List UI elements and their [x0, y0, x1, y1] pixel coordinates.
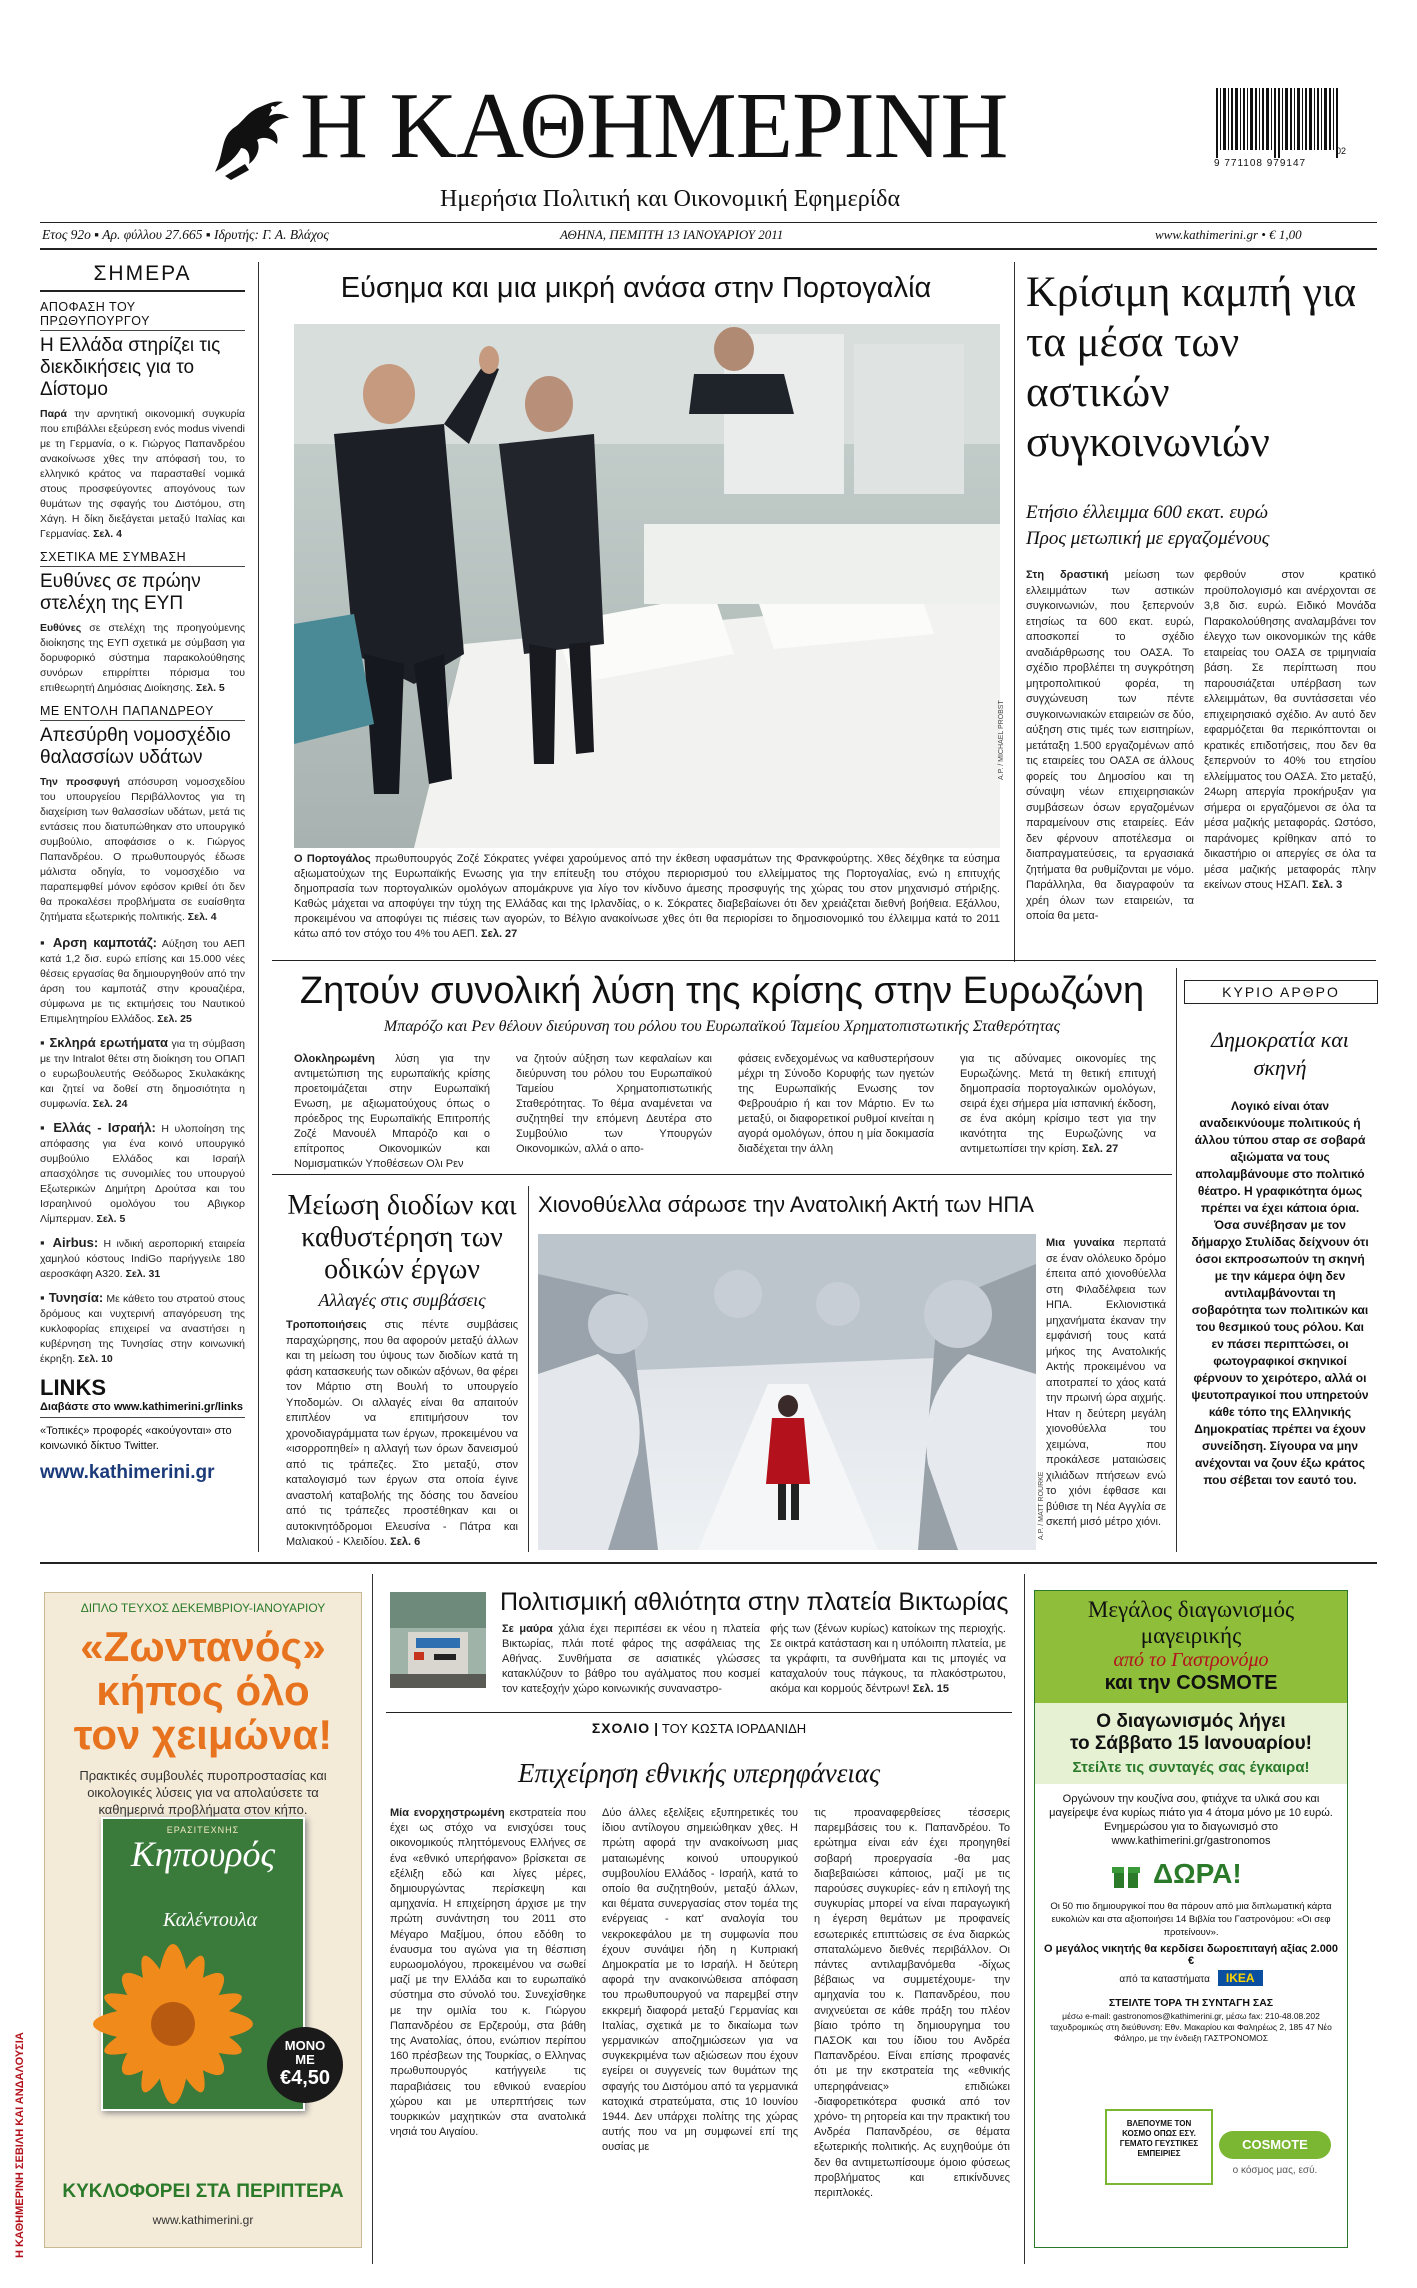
- sidebar-story-2: [40, 550, 245, 696]
- transport-headline[interactable]: Κρίσιμη καμπή για τα μέσα των αστικών συγκοινωνιών: [1026, 269, 1357, 466]
- price-badge: [267, 2027, 343, 2103]
- transport-subhead-2: Προς μετωπική με εργαζομένους: [1026, 528, 1270, 549]
- cosmote-logo-text: COSMOTE: [1242, 2137, 1308, 2152]
- sidebar-kicker: ΑΠΟΦΑΣΗ ΤΟΥ ΠΡΩΘΥΠΟΥΡΓΟΥ: [40, 300, 245, 331]
- price-line-2: ΜΕ: [295, 2052, 315, 2067]
- transport-text-col2: φερθούν στον κρατικό προϋπολογισμό και ανέρχονται σε 3,8 δισ. ευρώ. Ειδικό Μονάδα Παρακολούθησης αναλαμβάνει τον έλεγχο των οικονομικών της κάθε εταιρείας του ΟΑΣΑ σε τριμηνιαία βάση. Σε περίπτωση που παρουσιάζεται υπέρβαση των ελλειμμάτων, θα συντάσσεται νέο επιχειρησιακό σχέδιο. Αν αυτό δεν εφαρμόζεται θα περικόπτονται οι κρατικές επιδοτήσεις, που δεν θα ξεπερνούν το 40% του ετησίου ελλείμματος του ΟΑΣΑ. Στο μεταξύ, 24ωρη απεργία προκήρυξαν για σήμερα οι εργαζόμενοι σε όλα τα μέσα μαζικής μεταφοράς. Ωστόσο, παράνομες κρίθηκαν από το δικαστήριο οι απεργίες σε όλα τα μέσα μαζικής μεταφοράς πλην εκείνων στους ΗΣΑΠ. Σελ. 3: [1204, 569, 1376, 891]
- comment-author: ΤΟΥ ΚΩΣΤΑ ΙΟΡΔΑΝΙΔΗ: [661, 1721, 807, 1736]
- promo-title-1: «Ζωντανός»: [80, 1623, 326, 1670]
- griffin-logo-icon: [205, 92, 293, 184]
- comment-text-col3: τις προαναφερθείσες τέσσερις παρεμβάσεις του κ. Παπανδρέου. Το ερώτημα είναι εάν έχει προηγηθεί σοβαρή προεργασία -θα μας διαβεβαιώσει κάποιος, μαζί με τις παρούσες συγκυρίες- εάν η επιλογή της συγκυρίας μπορεί να είναι παραγωγική η έγερση θεμάτων με προφανείς εσωτερικές επιπτώσεις σε ένα διαρκώς σπαταλώμενο διεθνές περιβάλλον. Οι πάντες αντιλαμβανόμεθα -δίχως βέβαιως να συμμετέχουμε- την αμηχανία του κ. Παπανδρέου, που ανιχνεύεται σε κάθε πράξη του πλέον βίαιο τρόπο τη δημιουργημα του ΠΑΣΟΚ και του ίδιου του Ανδρέα Παπανδρέου. Είναι επίσης προφανές ότι με την εκστρατεία της «εθνικής υπερηφάνειας» επιδιώκει -διαφορετικότερα φυσικά από τον χρόνο- τη ρητορεία και την πρακτική του Ανδρέα Παπανδρέου, σε θέματα εξωτερικής πολιτικής. Ας ευχηθούμε ότι δεν θα αντιμετωπίσουμε όμοιο φύσεως προβλήματος και επικίνδυνες περιπλοκές.: [814, 1807, 1010, 2200]
- culture-text-col2: φής των (ξένων κυρίως) κατοίκων της περιοχής. Σε οικτρά κατάσταση και η υπόλοιπη πλατεία, με τα γκράφιτι, τα συνθήματα και τις μπογιές να καταχαλούν τους πάγκους, τα πλακόστρωτου, ακόμα και κορμούς δέντρων! Σελ. 15: [770, 1623, 1006, 1695]
- lead-divider: [1014, 262, 1015, 962]
- issue-info: Ετος 92ο ▪ Αρ. φύλλου 27.665 ▪ Ιδρυτής: Γ. Α. Βλάχος: [42, 227, 329, 242]
- tolls-headline[interactable]: Μείωση διοδίων και καθυστέρηση των οδικών έργων: [287, 1190, 517, 1285]
- masthead-rule: [40, 222, 1377, 223]
- culture-headline[interactable]: Πολιτισμική αθλιότητα στην πλατεία Βικτωρίας: [500, 1588, 1009, 1616]
- barcode-issue: 02: [1336, 146, 1347, 156]
- topics-text: «Τοπικές» προφορές «ακούγονται» στο κοινωνικό δίκτυο Twitter.: [40, 1425, 232, 1452]
- price-line-3: €4,50: [279, 2067, 331, 2089]
- ikea-logo: IKEA: [1218, 1970, 1263, 1986]
- sidebar-story-1: [40, 300, 245, 542]
- snow-text: Μια γυναίκα περπατά σε έναν ολόλευκο δρόμο έπειτα από χιονοθύελλα στη Φιλαδέλφεια των ΗΠΑ. Εκλιονιστικά μηχανήματα έκαναν την εμφάνισή τους κατά μήκος της Ανατολικής Ακτής προκειμένου να αποτραπεί το χάος κατά την πρωινή ώρα αιχμής. Ηταν η δεύτερη μεγάλη χιονοθύελλα του χειμώνα, που προκάλεσε ματαιώσεις χιλιάδων πτήσεων ενώ το χιόνι έφθασε και βύθισε τη Νέα Αγγλία σε σκεπή μισό μέτρο χιόνι.: [1046, 1237, 1166, 1528]
- rule-comment: [386, 1712, 1012, 1713]
- contest-gift-text-2: Ο μεγάλος νικητής θα κερδίσει δωροεπιταγή αξίας 2.000 €: [1043, 1943, 1339, 1967]
- promo-text: Πρακτικές συμβουλές πυροπροστασίας και οικολογικές λύσεις για να απολαύσετε τα καθημερινά προβλήματα στον κήπο.: [79, 1768, 327, 1817]
- euro-subhead: Μπαρόζο και Ρεν θέλουν διεύρυνση του ρόλου του Ευρωπαϊκού Ταμείου Χρηματοπιστωτικής Σταθερότητας: [383, 1018, 1061, 1035]
- editorial-text: Λογικό είναι όταν αναδεικνύουμε πολιτικούς ή άλλου τύπου σταρ σε σοβαρά αξιώματα να τους απολαμβάνουμε στο πολιτικό θέατρο. Η γραφικότητα όμως πρέπει να έχει κάποια όρια. Όσα συνέβησαν με τον δήμαρχο Στυλίδας δείχνουν ότι όσοι εκπροσωπούν τη σκηνή με την κάμερα όψη δεν αντιλαμβάνονται τη σοβαρότητα των πολιτικών και του θεσμικού τους ρόλου. Και εν πάσει περιπτώσει, οι φωτογραφικοί σκηνικοί φέρνουν το χειρότερο, αλλά οι ψευτοπραγικοί που υπηρετούν κάθε τόπο της Ελληνικής Δημοκρατίας πρέπει να έχουν συνείδηση. Σίγουρα να μην ανέχονται να ζουν έξω κράτος που σέβεται τον εαυτό του.: [1191, 1099, 1369, 1487]
- masthead-rule-bottom: [40, 248, 1377, 250]
- contest-banner-3: Στείλτε τις συνταγές σας έγκαιρα!: [1072, 1759, 1310, 1776]
- contest-gift: ΔΩΡΑ!: [1153, 1858, 1242, 1889]
- cosmote-logo: [1219, 2131, 1331, 2159]
- culture-text-col1: Σε μαύρα χάλια έχει περιπέσει εκ νέου η πλατεία Βικτωρίας, πλάι ποτέ φάρος της ασφάλειας της Αθήνας. Συνθήματα σε ασιατικές γλώσσες κατακλύζουν το βάθρο του αγάλματος που κοσμεί τον κατεξοχήν χώρο κοινωνικής συναναστρο-: [502, 1623, 760, 1695]
- links-text[interactable]: Διαβάστε στο www.kathimerini.gr/links: [40, 1401, 245, 1418]
- culture-photo: [390, 1592, 486, 1688]
- cosmote-slogan: ο κόσμος μας, εσύ.: [1232, 2165, 1318, 2176]
- comment-byline: [386, 1720, 1012, 1736]
- sidebar-bullet: ▪ Ελλάς - Ισραήλ: Η υλοποίηση της απόφασης για ένα κοινό υπουργικό συμβούλιο Ελλάδος και Ισραήλ απασχόλησε τις συνομιλίες του υπουργού Εξωτερικών Δημήτρη Δρούτσα και του Ισραηλινού ομολόγου του Αβιγκορ Λίμπερμαν. Σελ. 5: [40, 1120, 245, 1225]
- sidebar-bullet: ▪ Τυνησία: Με κάθετο του στρατού στους δρόμους και νυχτερινή απαγόρευση της κυκλοφορίας επιχειρεί να αναστήσει η κυβέρνηση της Τυνησίας στην κοινωνική έκρηξη. Σελ. 10: [40, 1290, 245, 1365]
- comment-kicker: ΣΧΟΛΙΟ: [591, 1720, 651, 1736]
- comment-text-col1: Μία ενορχηστρωμένη εκστρατεία που έχει ως στόχο να ενισχύσει τους οικονομικούς πληττόμενους Ελλήνες σε ένα «εθνικό υπερήφανο» βρίσκεται σε εξέλιξη εδώ και λίγες μέρες, δημιουργώντας περίσκεψη και αμηχανία. Η επιχείρηση άρχισε με την πρώτη συνάντηση του 2011 στο Μέγαρο Μαξίμου, όπου εδόθη το έναυσμα του αγώνα για τη θέσπιση ευρωομολόγου, προκειμένου να σωθεί μαζί με την Ελλάδα και το ευρωπαϊκό σύστημα στο σύνολό του. Συνεχίσθηκε με την ομιλία του κ. Γιώργου Παπανδρέου σε Ερζερούμ, στα βάθη της Ανατολίας, όπου, ενώπιον περίπου 160 πρέσβεων της Τουρκίας, ο Ελληνας πρωθυπουργός κατήγγειλε τις παραβιάσεις του εθνικού εναερίου χώρου και με υπερπτήσεις των τουρκικών μαχητικών στα ανατολικά νησιά του Αιγαίου.: [390, 1807, 586, 2139]
- links-title: LINKS: [40, 1375, 106, 1400]
- sidebar-text: Ευθύνες σε στελέχη της προηγούμενης διοίκησης της ΕΥΠ σχετικά με σύμβαση για δορυφορικό σύστημα παρακολούθησης συνόρων επιρρίπτει πόρισμα του επιθεωρητή Δημόσιας Διοίκησης. Σελ. 5: [40, 622, 245, 694]
- tolls-divider: [528, 1186, 529, 1552]
- sidebar-bullet: ▪ Αρση καμποτάζ: Αύξηση του ΑΕΠ κατά 1,2 δισ. ευρώ επίσης και 15.000 νέες θέσεις εργασίας θα δημιουργηθούν από την άρση του καμποτάζ στην κρουαζιέρα, σύμφωνα με τις εκτιμήσεις του Ναυτικού Επιμελητηρίου Ελλάδος. Σελ. 25: [40, 935, 245, 1025]
- lead-photo-credit: A.P. / MICHAEL PROBST: [998, 700, 1005, 780]
- contest-title-3: και την COSMOTE: [1104, 1672, 1278, 1694]
- gift-icon: [1111, 1860, 1141, 1890]
- sidebar-bullet: ▪ Airbus: Η ινδική αεροπορική εταιρεία χαμηλού κόστους IndiGo παρήγγειλε 180 αεροσκάφη Α320. Σελ. 31: [40, 1235, 245, 1280]
- euro-headline[interactable]: Ζητούν συνολική λύση της κρίσης στην Ευρωζώνη: [299, 970, 1145, 1012]
- editorial-kicker: ΚΥΡΙΟ ΑΡΘΡΟ: [1184, 980, 1378, 1004]
- rule-bottom-section: [40, 1562, 1377, 1564]
- price-line-1: ΜΟΝΟ: [284, 2038, 326, 2053]
- cosmote-box: [1105, 2109, 1213, 2185]
- sidebar: [40, 262, 245, 1552]
- promo-site: www.kathimerini.gr: [152, 2213, 254, 2227]
- issue-date: ΑΘΗΝΑ, ΠΕΜΠΤΗ 13 ΙΑΝΟΥΑΡΙΟΥ 2011: [560, 227, 784, 242]
- sidebar-kicker: ΜΕ ΕΝΤΟΛΗ ΠΑΠΑΝΔΡΕΟΥ: [40, 704, 245, 721]
- promo-gardening[interactable]: [44, 1592, 362, 2248]
- euro-text-col1: Ολοκληρωμένη λύση για την αντιμετώπιση της ευρωπαϊκής κρίσης προετοιμάζεται στην Ευρωπαϊκή Ενωση, με αξιωματούχους όπως ο πρόεδρος της Ευρωπαϊκής Επιτροπής Ζοζέ Μανουέλ Μπαρόζο και ο επίτροπος Οικονομικών και Νομισματικών Υποθέσεων Ολι Ρεν: [294, 1053, 490, 1170]
- spine-text: Η ΚΑΘΗΜΕΡΙΝΗ ΣΕΒΙΛΗ ΚΑΙ ΑΝΔΑΛΟΥΣΙΑ: [14, 2032, 26, 2258]
- barcode-number: 9 771108 979147: [1214, 158, 1307, 169]
- cosmote-text: ΒΛΕΠΟΥΜΕ ΤΟΝ ΚΟΣΜΟ ΟΠΩΣ ΕΣΥ. ΓΕΜΑΤΟ ΓΕΥΣΤΙΚΕΣ ΕΜΠΕΙΡΙΕΣ: [1119, 2119, 1199, 2158]
- promo-title-2: κήπος όλο: [96, 1667, 310, 1714]
- transport-subhead-1: Ετήσιο έλλειμμα 600 εκατ. ευρώ: [1026, 502, 1268, 523]
- comment-headline[interactable]: Επιχείρηση εθνικής υπερηφάνειας: [517, 1758, 881, 1788]
- editorial-divider: [1176, 968, 1177, 1552]
- sidebar-headline[interactable]: Ευθύνες σε πρώην στελέχη της ΕΥΠ: [40, 571, 201, 614]
- euro-text-col4: για τις αδύναμες οικονομίες της Ευρωζώνης. Μετά τη θετική επιτυχή δημοπρασία πορτογαλικών ομολόγων, σειρά έχει σήμερα μία ισπανική έκδοση, σε ένα ακόμη κρίσιμο τεστ για την ικανότητα της Ευρωζώνης να αντιμετωπίσει την κρίση. Σελ. 27: [960, 1053, 1156, 1155]
- sidebar-headline[interactable]: Απεσύρθη νομοσχέδιο θαλασσίων υδάτων: [40, 725, 231, 768]
- contest-title-2: από το Γαστρονόμο: [1113, 1649, 1269, 1671]
- barcode: [1214, 88, 1346, 172]
- magazine-small-title: ΕΡΑΣΙΤΕΧΝΗΣ: [166, 1825, 240, 1835]
- comment-separator: |: [654, 1720, 662, 1736]
- sidebar-text: Την προσφυγή απόσυρση νομοσχεδίου του υπουργείου Περιβάλλοντος για τη διαχείριση των θαλασσίων υδάτων, μετά τις εντάσεις που διατυπώθηκαν στο υπουργικό συμβούλιο, αποφάσισε ο κ. Γιώργος Παπανδρέου. Ο πρωθυπουργός έδωσε μάλιστα οδηγία, το νομοσχέδιο να παραπεμφθεί μόνον εφόσον κριθεί ότι δεν θα προκαλέσει προβλήματα σε ευαίσθητα ζητήματα εξωτερικής πολιτικής. Σελ. 4: [40, 776, 245, 923]
- editorial-headline[interactable]: Δημοκρατία και σκηνή: [1211, 1027, 1349, 1080]
- sidebar-title: ΣΗΜΕΡΑ: [40, 262, 245, 292]
- masthead-subtitle: Ημερήσια Πολιτική και Οικονομική Εφημερίδα: [440, 186, 901, 212]
- snow-headline[interactable]: Χιονοθύελλα σάρωσε την Ανατολική Ακτή των ΗΠΑ: [538, 1192, 1034, 1217]
- contest-gift-text-3: από τα καταστήματα: [1119, 1974, 1210, 1985]
- tolls-subhead: Αλλαγές στις συμβάσεις: [318, 1290, 486, 1310]
- contest-send-title: ΣΤΕΙΛΤΕ ΤΟΡΑ ΤΗ ΣΥΝΤΑΓΗ ΣΑΣ: [1108, 1997, 1274, 2009]
- sidebar-bullet: ▪ Σκληρά ερωτήματα για τη σύμβαση με την Intralot θέτει στη διοίκηση του ΟΠΑΠ ο ευρωβουλευτής Θεόδωρος Σκυλακάκης και ζητεί να δοθεί στη δημοσιότητα η συμφωνία. Σελ. 24: [40, 1035, 245, 1110]
- sidebar-text: Παρά την αρνητική οικονομική συγκυρία που επιβάλλει εξεύρεση ενός modus vivendi με τη Γερμανία, ο κ. Γιώργος Παπανδρέου ανακοίνωσε χθες την απόφασή του, το ελληνικό κράτος να παρασταθεί νομικά στους προσφεύγοντες απογόνους των θυμάτων της σφαγής του Διστόμου, στη Χάγη. Η δίκη διεξάγεται μεταξύ Ιταλίας και Γερμανίας. Σελ. 4: [40, 408, 245, 540]
- comment-text-col2: Δύο άλλες εξελίξεις εξυπηρετικές του ίδιου αντίλογου σημειώθηκαν χθες. Η πρώτη αφορά την ανακοίνωση μιας ματαιωμένης κοινού υπουργικού συμβουλίου Ελλάδος - Ισραήλ, κατά το οποίο θα συζητηθούν, μεταξύ άλλων, και θέματα συνεργασίας στον τομέα της ενέργειας - κατ' αναλογία του νεκροκεφάλου με τη συμφωνία που έχουν συνάψει ήδη η Κυπριακή Δημοκρατία με το Ισραήλ. Η δεύτερη αφορά την ανακοινώθεισα απόφαση του πρωθυπουργού να παρεμβεί στην εκκρεμή διαφορά μεταξύ Γερμανίας και Ιταλίας, σχετικά με το δικαίωμα των γερμανικών αποζημιώσεων για να συγκεκριμένα των αξιώσεων που έχουν εγείρει οι συγγενείς των θυμάτων της σφαγής του Διστόμου από τα γερμανικά κατοχικά στρατεύματα, στις 10 Ιουνίου 1944. Δεν υπάρχει πολίτης της χώρας αυτής που να μη συμφωνεί επί της ουσίας με: [602, 1807, 798, 2154]
- sidebar-site-link[interactable]: www.kathimerini.gr: [40, 1462, 215, 1483]
- promo-right-divider: [1024, 1574, 1025, 2264]
- euro-text-col3: φάσεις ενδεχομένως να καθυστερήσουν μέχρι τη Σύνοδο Κορυφής των ηγετών της Ευρωπαϊκής Ενωσης τον Φεβρουάριο ή και τον Μάρτιο. Εν τω μεταξύ, οι διαφορετικοί ρυθμοί κινείται η αγορά ομολόγων, όπου η μία δοκιμασία διαδέχεται την άλλη: [738, 1053, 934, 1155]
- promo-title-3: τον χειμώνα!: [73, 1711, 333, 1758]
- snow-photo-credit: A.P. / MATT ROURKE: [1038, 1471, 1045, 1540]
- lead-caption: Ο Πορτογάλος πρωθυπουργός Ζοζέ Σόκρατες γνέφει χαρούμενος από την έκθεση υφασμάτων της Φρανκφούρτης. Χθες δέχθηκε τα εύσημα αξιωματούχων της Ευρωπαϊκής Ενωσης για την επίτευξη του στόχου περιορισμού του ελλείμματος της Πορτογαλίας, ενώ η επιτυχής δημοπρασία των πορτογαλικών ομολόγων απομάκρυνε για λίγο τον κίνδυνο άμεσης προσφυγής της χώρας του στον μηχανισμό στήριξης. Καθώς μάχεται να αποφύγει την τύχη της Ελλάδας και της Ιρλανδίας, ο κ. Σόκρατες διαβεβαίωνει ότι δεν χρειάζεται διεθνή βοήθεια. Εξάλλου, προκειμένου να αποφύγει τις πιέσεις των αγορών, το Βέλγιο ανακοίνωσε χθες ότι θα περιορίσει το δημοσιονομικό του έλλειμμα κατά το 2011 κάτω από τον στόχο του 4% του ΑΕΠ. Σελ. 27: [294, 853, 1000, 940]
- calendula-flower-icon: [83, 1929, 303, 2119]
- rule-mid: [272, 1174, 1172, 1175]
- contest-banner-1: Ο διαγωνισμός λήγει: [1096, 1711, 1286, 1732]
- sidebar-kicker: ΣΧΕΤΙΚΑ ΜΕ ΣΥΜΒΑΣΗ: [40, 550, 245, 567]
- magazine-item: Καλέντουλα: [163, 1909, 258, 1931]
- promo-left-divider: [372, 1574, 373, 2264]
- magazine-title: Κηπουρός: [130, 1834, 276, 1874]
- transport-text-col1: Στη δραστική μείωση των ελλειμμάτων των αστικών συγκοινωνιών, που ξεπερνούν ετησίως τα 600 εκατ. ευρώ, αποσκοπεί το σχέδιο αναδιάρθρωσης του ΟΑΣΑ. Το σχέδιο προβλέπει τη συγκρότηση μητροπολιτικού φορέα, τη συγχώνευση των πέντε συγκοινωνιακών εταιρειών σε δύο, αύξηση στις τιμές των εισιτηρίων, μετάταξη 1.500 εργαζομένων από τις εταιρείες του ΟΑΣΑ σε άλλους φορείς του Δημοσίου και τη σύναψη νέων επιχειρησιακών συμβάσεων όσων εργαζομένων παραμείνουν στις εταιρείες. Εάν δεν φέρνουν αποτέλεσμα οι διαπραγματεύσεις, τα εργασιακά ζητήματα θα ρυθμίζονται με νόμο. Παράλληλα, θα διαγραφούν τα χρέη όλων των εταιρειών, τα οποία θα μετα-: [1026, 569, 1194, 922]
- tolls-text: Τροποποιήσεις στις πέντε συμβάσεις παραχώρησης, που θα αφορούν μεταξύ άλλων και τη μείωση του ύψους των διοδίων κατά τη φάση κατασκευής των οδικών αξόνων, θα φέρει τον Μάρτιο στη Βουλή το υπουργείο Υποδομών. Οι αλλαγές είναι θα απαιτούν επιπλέον να επιτιμήσουν τον χρονοδιαγράμματα των έργων, προκειμένου να «ισορροπηθεί» η αλλαγή των όρων δανεισμού από τις τράπεζες. Στο μεταξύ, στον καταλογισμό των έργων στα οποία έγινε αναστολή καταβολής της δόσης του δανείου από τις τράπεζες προστέθηκαν και οι αυτοκινητόδρομοι Ελευσίνα - Πάτρα και Μαλιακού - Κλειδίου. Σελ. 6: [286, 1319, 518, 1548]
- masthead: [0, 0, 1417, 250]
- euro-text-col2: να ζητούν αύξηση των κεφαλαίων και διεύρυνση του ρόλου του Ευρωπαϊκού Ταμείου Χρηματοπιστωτικής Σταθερότητας. Το θέμα αναμένεται να συζητηθεί την επόμενη Δευτέρα στο Συμβούλιο των Υπουργών Οικονομικών, αλλά ο απο-: [516, 1053, 712, 1155]
- site-price: www.kathimerini.gr • € 1,00: [1155, 227, 1302, 242]
- contest-gift-text-1: Οι 50 πιο δημιουργικοί που θα πάρουν από μια διπλωματική κάρτα ευκολιών και στα αξιοποιήσει 14 Βιβλία του Γαστρονόμου: «Οι σεφ προτείνουν».: [1050, 1901, 1332, 1938]
- lead-headline[interactable]: Εύσημα και μια μικρή ανάσα στην Πορτογαλία: [340, 272, 932, 304]
- masthead-title: Η ΚΑΘΗΜΕΡΙΝΗ: [300, 74, 1008, 178]
- promo-cooking-contest[interactable]: [1034, 1590, 1348, 2248]
- promo-bottom: ΚΥΚΛΟΦΟΡΕΙ ΣΤΑ ΠΕΡΙΠΤΕΡΑ: [62, 2181, 344, 2202]
- contest-send-text: μέσω e-mail: gastronomos@kathimerini.gr, μέσω fax: 210-48.08.202 ταχυδρομικώς στη διεύθυνση: Εθν. Μακαρίου και Φαληρέως 2, 185 47 Νέο Φάληρο, με την ένδειξη ΓΑΣΤΡΟΝΟΜΟΣ: [1050, 2011, 1332, 2043]
- snow-photo: [538, 1234, 1036, 1550]
- contest-title-1: Μεγάλος διαγωνισμός μαγειρικής: [1087, 1597, 1295, 1648]
- contest-text: Οργώνουν την κουζίνα σου, φτιάχνε τα υλικά σου και μαγείρεψε ένα κυρίως πιάτο για 4 άτομα μόνο με 10 ευρώ. Ενημερώσου για το διαγωνισμό στο www.kathimerini.gr/gastronomos: [1049, 1793, 1333, 1847]
- contest-banner-2: το Σάββατο 15 Ιανουαρίου!: [1070, 1733, 1312, 1754]
- rule-euro-top: [272, 960, 1376, 961]
- barcode-icon: [1214, 88, 1346, 158]
- lead-photo: [294, 324, 1000, 848]
- promo-top: ΔΙΠΛΟ ΤΕΥΧΟΣ ΔΕΚΕΜΒΡΙΟΥ-ΙΑΝΟΥΑΡΙΟΥ: [80, 1601, 326, 1615]
- sidebar-divider: [258, 262, 259, 1552]
- sidebar-headline[interactable]: Η Ελλάδα στηρίζει τις διεκδικήσεις για το Δίστομο: [40, 335, 221, 400]
- sidebar-story-3: [40, 704, 245, 925]
